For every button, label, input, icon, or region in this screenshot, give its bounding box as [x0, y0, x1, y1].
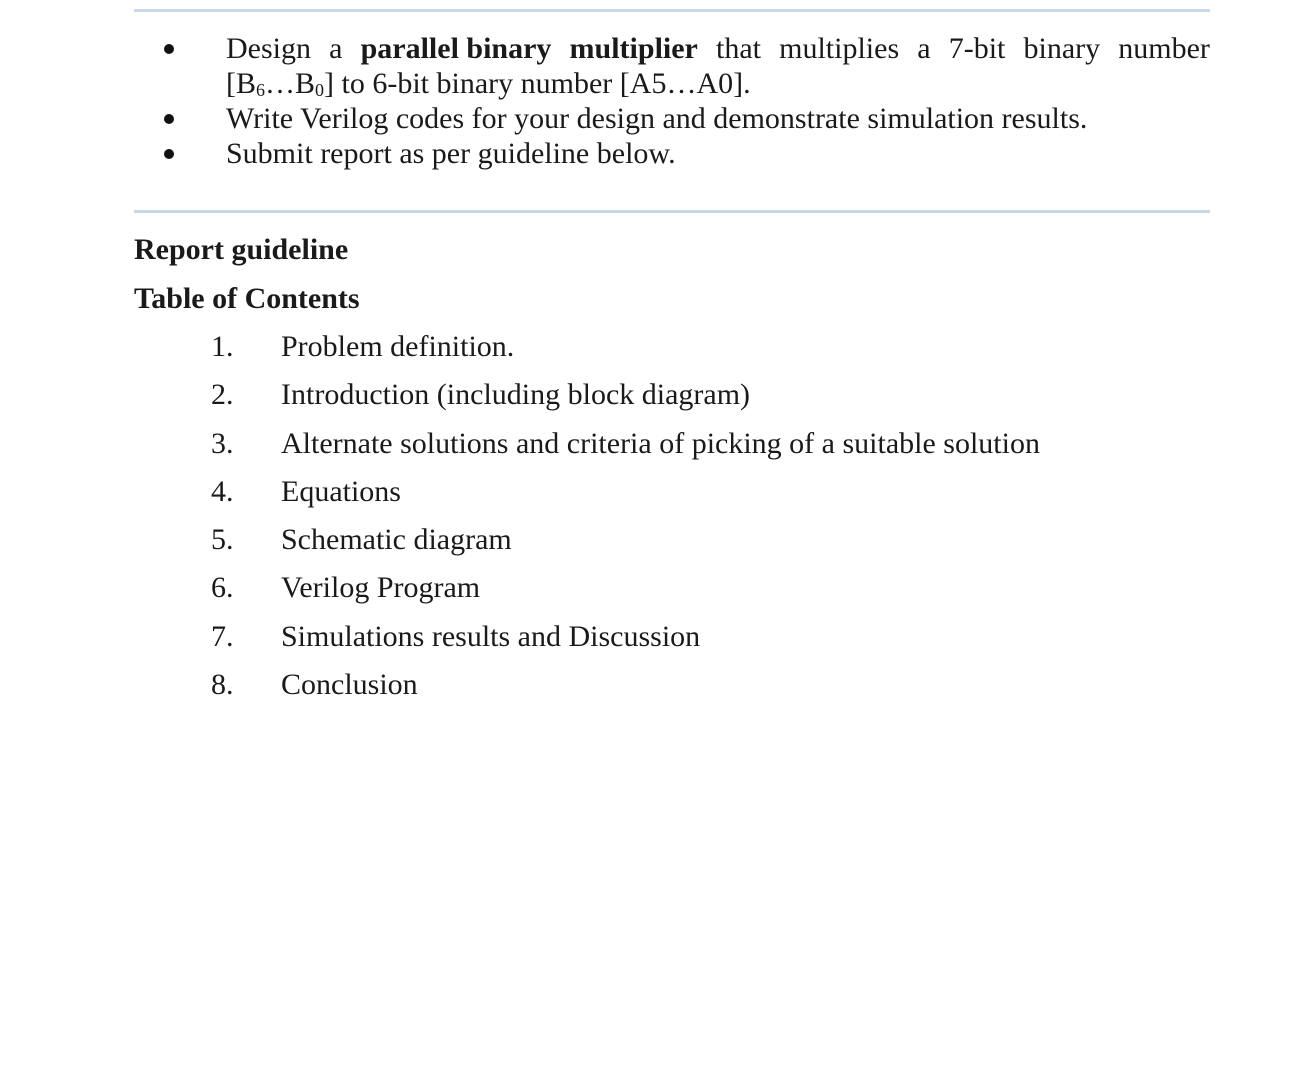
bullet-design-line1: Design a parallel binary multiplier that multiplies a 7-bit binary number [226, 32, 1210, 65]
toc-item-number: 7. [211, 619, 234, 653]
toc-item-text: Conclusion [281, 668, 418, 702]
bold-term-multiplier: multiplier [569, 32, 698, 65]
toc-item [0, 474, 1290, 522]
table-of-contents-heading: Table of Contents [134, 282, 360, 315]
toc-item [0, 377, 1290, 425]
toc-item-text: Alternate solutions and criteria of picking of a suitable solution [281, 426, 1040, 460]
assignment-bullet-list [0, 31, 1290, 171]
toc-item-number: 6. [211, 571, 234, 605]
top-divider [134, 9, 1210, 12]
toc-item [0, 329, 1290, 377]
bullet-item-submit: Submit report as per guideline below. [0, 136, 1290, 171]
toc-item [0, 570, 1290, 618]
bullet-icon [164, 114, 174, 124]
toc-item-text: Introduction (including block diagram) [281, 378, 751, 412]
bold-term-parallel-binary: parallel binary [360, 32, 552, 65]
toc-item [0, 619, 1290, 667]
toc-item-number: 3. [211, 426, 234, 460]
report-guideline-heading: Report guideline [134, 233, 349, 266]
bullet-icon [164, 149, 174, 159]
toc-item-number: 8. [211, 668, 234, 702]
section-divider [134, 210, 1210, 213]
bullet-item-design [0, 31, 1290, 101]
table-of-contents-list [0, 329, 1290, 715]
toc-item-text: Schematic diagram [281, 523, 512, 557]
toc-item [0, 426, 1290, 474]
toc-item-text: Verilog Program [281, 571, 481, 605]
bullet-design-line2: $[B_6\dots B_0]$ to 6-bit binary number [A5…A0]. [226, 67, 751, 100]
toc-item-number: 2. [211, 378, 234, 412]
toc-item-number: 5. [211, 523, 234, 557]
toc-item [0, 522, 1290, 570]
bullet-icon [164, 44, 174, 54]
bullet-item-verilog: Write Verilog codes for your design and demonstrate simulation results. [0, 101, 1290, 136]
toc-item-number: 1. [211, 330, 234, 363]
toc-item-text: Simulations results and Discussion [281, 619, 701, 653]
toc-item-text: Equations [281, 474, 401, 508]
toc-item-number: 4. [211, 474, 234, 508]
toc-item [0, 667, 1290, 715]
toc-item-text: Problem definition. [281, 330, 515, 363]
